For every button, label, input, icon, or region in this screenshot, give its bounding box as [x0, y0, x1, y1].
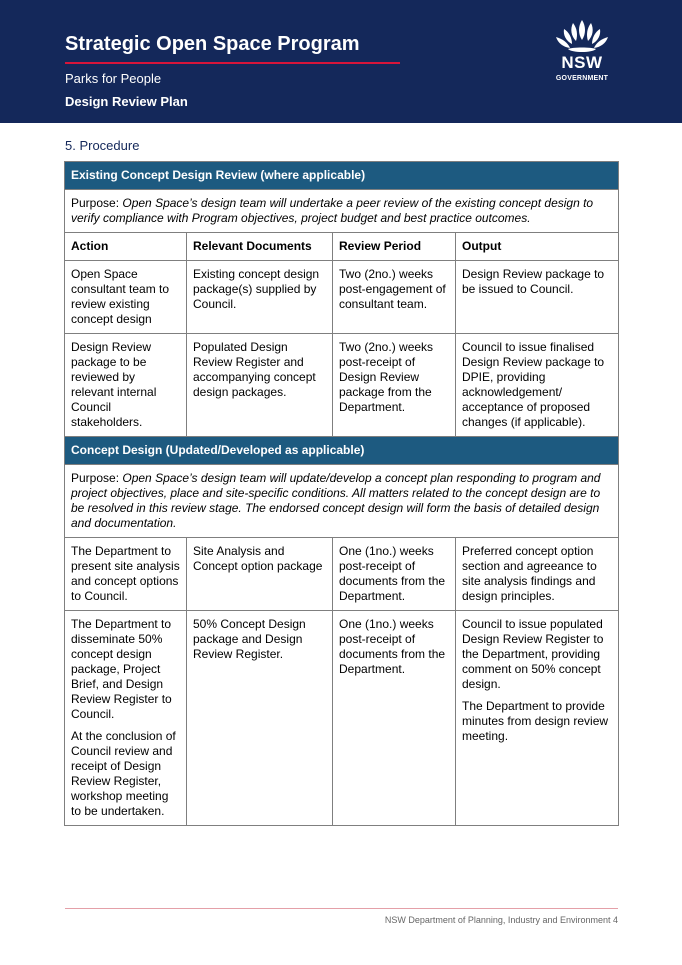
action-cell	[65, 261, 187, 334]
document-name: Design Review Plan	[65, 94, 188, 109]
cell-paragraph: Preferred concept option section and agreeance to site analysis findings and design principles.	[462, 544, 597, 603]
footer-rule	[65, 908, 618, 909]
cell-paragraph: Two (2no.) weeks post-receipt of Design Review package from the Department.	[339, 340, 434, 414]
cell-paragraph: At the conclusion of Council review and receipt of Design Review Register, workshop meeting to be undertaken.	[71, 729, 176, 818]
page-footer: NSW Department of Planning, Industry and Environment 4	[384, 915, 618, 925]
logo-government-label: GOVERNMENT	[555, 75, 609, 82]
cell-paragraph: 50% Concept Design package and Design Review Register.	[193, 617, 306, 661]
column-header-output: Output	[456, 233, 619, 261]
program-title: Strategic Open Space Program	[65, 33, 360, 55]
table-row	[65, 538, 619, 611]
title-underline	[65, 62, 400, 64]
table-row	[65, 334, 619, 437]
program-subtitle: Parks for People	[65, 71, 162, 86]
cell-paragraph: Design Review package to be issued to Council.	[462, 267, 605, 296]
section-heading: 5. Procedure	[65, 138, 140, 153]
documents-cell	[187, 334, 333, 437]
documents-cell	[187, 261, 333, 334]
cell-paragraph: One (1no.) weeks post-receipt of documents from the Department.	[339, 617, 446, 676]
action-cell	[65, 611, 187, 826]
output-cell	[456, 334, 619, 437]
purpose-row	[65, 190, 619, 233]
cell-paragraph: Open Space consultant team to review existing concept design	[71, 267, 170, 326]
purpose-label: Purpose:	[71, 196, 123, 210]
period-cell	[333, 538, 456, 611]
purpose-text: Open Space’s design team will undertake a peer review of the existing concept design to verify compliance with Program objectives, project budget and best practice outcomes.	[71, 196, 594, 225]
period-cell	[333, 261, 456, 334]
section-band	[65, 437, 619, 465]
column-header-documents: Relevant Documents	[187, 233, 333, 261]
cell-paragraph: The Department to present site analysis and concept options to Council.	[71, 544, 180, 603]
cell-paragraph: Populated Design Review Register and accompanying concept design packages.	[193, 340, 316, 399]
page-header	[0, 0, 682, 123]
purpose-cell	[65, 190, 619, 233]
output-cell	[456, 261, 619, 334]
section-band-title: Concept Design (Updated/Developed as applicable)	[65, 437, 619, 465]
logo-wordmark: NSW	[561, 53, 603, 72]
cell-paragraph: The Department to provide minutes from design review meeting.	[462, 699, 609, 743]
purpose-cell	[65, 465, 619, 538]
column-header-action: Action	[65, 233, 187, 261]
column-header-period: Review Period	[333, 233, 456, 261]
cell-paragraph: Design Review package to be reviewed by relevant internal Council stakeholders.	[71, 340, 157, 429]
documents-cell	[187, 538, 333, 611]
cell-paragraph: Site Analysis and Concept option package	[193, 544, 323, 573]
column-header-row	[65, 233, 619, 261]
cell-paragraph: Council to issue populated Design Review Register to the Department, providing comment on 50% concept design.	[462, 617, 604, 691]
cell-paragraph: Two (2no.) weeks post-engagement of consultant team.	[339, 267, 446, 311]
cell-paragraph: The Department to disseminate 50% concept design package, Project Brief, and Design Review Register to Council.	[71, 617, 172, 721]
section-band-title: Existing Concept Design Review (where applicable)	[65, 162, 619, 190]
cell-paragraph: Council to issue finalised Design Review package to DPIE, providing acknowledgement/ acceptance of proposed changes (if applicable).	[462, 340, 605, 429]
purpose-label: Purpose:	[71, 471, 123, 485]
period-cell	[333, 611, 456, 826]
period-cell	[333, 334, 456, 437]
purpose-row	[65, 465, 619, 538]
documents-cell	[187, 611, 333, 826]
cell-paragraph: One (1no.) weeks post-receipt of documents from the Department.	[339, 544, 446, 603]
action-cell	[65, 538, 187, 611]
table-row	[65, 611, 619, 826]
output-cell	[456, 538, 619, 611]
procedure-table	[64, 161, 619, 826]
output-cell	[456, 611, 619, 826]
section-band	[65, 162, 619, 190]
action-cell	[65, 334, 187, 437]
purpose-text: Open Space’s design team will update/develop a concept plan responding to program and project objectives, place and site-specific conditions. All matters related to the concept design are to be resolved in this review stage. The endorsed concept design will form the basis of detailed design and documentation.	[71, 471, 601, 530]
table-row	[65, 261, 619, 334]
cell-paragraph: Existing concept design package(s) supplied by Council.	[193, 267, 320, 311]
